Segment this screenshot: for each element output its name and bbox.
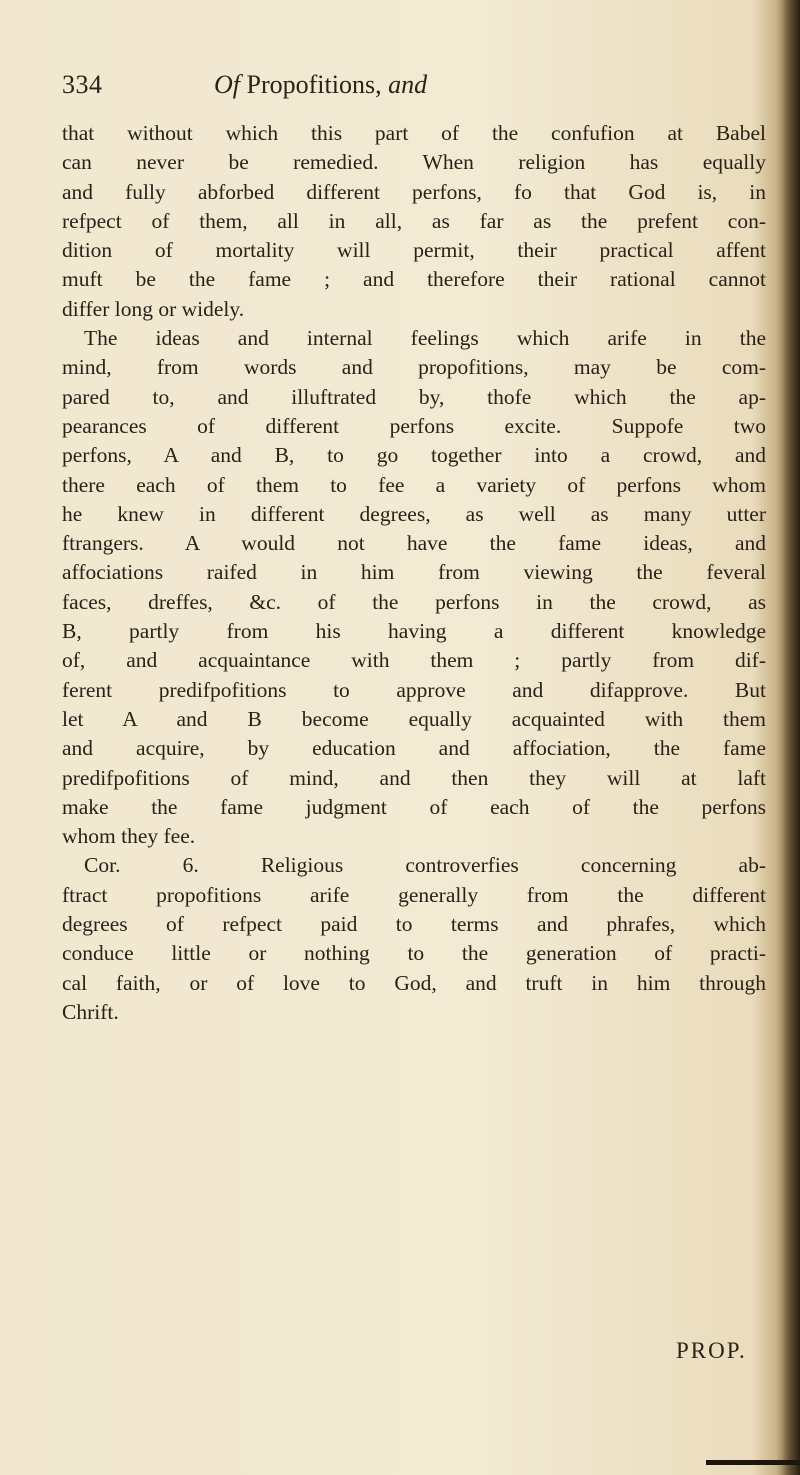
text-line: let A and B become equally acquainted with them (62, 706, 766, 731)
running-title-of: Of (214, 70, 240, 99)
text-line: muft be the fame ; and therefore their rational cannot (62, 267, 766, 292)
running-title-suffix: and (388, 70, 428, 99)
text-line: faces, dreffes, &c. of the perfons in the crowd, as (62, 589, 766, 614)
text-line: perfons, A and B, to go together into a crowd, and (62, 443, 766, 468)
text-line: conduce little or nothing to the generation of practi- (62, 941, 766, 966)
text-line: predifpofitions of mind, and then they will at laft (62, 765, 766, 790)
page-header (62, 70, 742, 110)
text-line: cal faith, or of love to God, and truft in him through (62, 970, 766, 995)
page-edge-shadow (782, 0, 800, 1475)
catchword: PROP. (676, 1338, 747, 1363)
text-line: refpect of them, all in all, as far as the prefent con- (62, 208, 766, 233)
text-line: make the fame judgment of each of the perfons (62, 794, 766, 819)
page-number: 334 (62, 70, 103, 99)
text-line: and fully abforbed different perfons, fo that God is, in (62, 179, 766, 204)
text-line: ferent predifpofitions to approve and difapprove. But (62, 677, 766, 702)
text-line: and acquire, by education and affociation, the fame (62, 736, 766, 761)
bottom-rule (706, 1460, 800, 1465)
running-title-main: Propofitions, (246, 70, 382, 99)
text-line: dition of mortality will permit, their practical affent (62, 238, 766, 263)
running-title (214, 70, 427, 100)
text-line: mind, from words and propofitions, may be com- (62, 355, 766, 380)
text-line: pared to, and illuftrated by, thofe which the ap- (62, 384, 766, 409)
text-line: differ long or widely. (62, 296, 245, 321)
text-line: ftrangers. A would not have the fame ideas, and (62, 531, 766, 556)
text-line: there each of them to fee a variety of perfons whom (62, 472, 766, 497)
text-line: B, partly from his having a different knowledge (62, 619, 766, 644)
text-line: The ideas and internal feelings which arife in the (84, 326, 766, 351)
text-line: of, and acquaintance with them ; partly from dif- (62, 648, 766, 673)
text-line: that without which this part of the confufion at Babel (62, 121, 766, 145)
text-line: degrees of refpect paid to terms and phrafes, which (62, 912, 766, 937)
text-line: pearances of different perfons excite. Suppofe two (62, 413, 766, 438)
text-line: Chrift. (62, 999, 119, 1024)
text-line: affociations raifed in him from viewing the feveral (62, 560, 766, 585)
text-line: whom they fee. (62, 824, 196, 849)
text-line: can never be remedied. When religion has equally (62, 150, 766, 175)
text-line: ftract propofitions arife generally from the different (62, 882, 766, 907)
text-line: Cor. 6. Religious controverfies concerning ab- (84, 853, 766, 878)
body-text (62, 119, 766, 1027)
text-line: he knew in different degrees, as well as many utter (62, 501, 766, 526)
